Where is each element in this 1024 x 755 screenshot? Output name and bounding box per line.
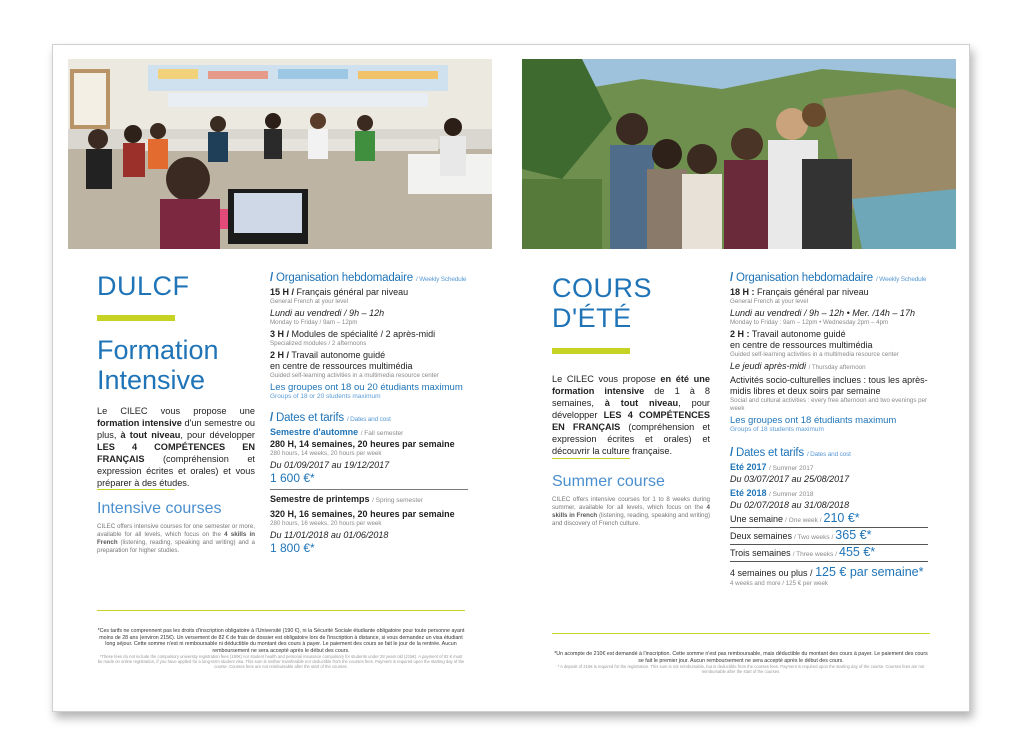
english-title: Summer course — [552, 473, 665, 490]
program-title: COURS — [552, 273, 653, 303]
page-left — [53, 45, 512, 712]
group-size: Les groupes ont 18 étudiants maximum — [730, 415, 897, 426]
footnote-left: *Ces tarifs ne comprennent pas les droits d'inscription obligatoire à l'Université (190 €), ni la Sécurité Sociale étudiante obligatoire pour toute personne ayant moins de 28 ans (environ 215€). Un versement de 82 € de frais de dossier est obligatoire lors de l'inscription à distance, si vous demandez un visa étudiant long séjour. Cette somme n'est ni remboursable ni déductible du montant des cours à payer. Le paiement des cours se fait le jour de la rentrée. Aucun remboursement ne sera accepté après le début des cours. *These fees do not include the compulsory university registration fees (190€) nor student health and personal insurance compulsory for students under 28 years old (215€). A payment of 82 € must be made on online registration, if you have applied for a long-term student visa. This sum is neither transferable nor deductible from the courses fees. Payment is required upon the starting day of the course. Courses fees are not reimbursable after the start of the courses. — [97, 628, 465, 670]
classroom-photo — [68, 59, 492, 249]
lime-divider — [552, 348, 630, 354]
lime-divider — [97, 315, 175, 321]
dates-heading: / Dates et tarifs / Dates and cost — [270, 412, 391, 424]
program-subtitle-2: Intensive — [97, 365, 206, 395]
group-size: Les groupes ont 18 ou 20 étudiants maximum — [270, 382, 463, 393]
brochure-spread — [52, 44, 970, 712]
students-photo — [522, 59, 956, 249]
schedule-column: / Organisation hebdomadaire / Weekly Schedule 15 H / Français général par niveau General French at your level Lundi au vendredi / 9h – 12h Monday to Friday / 9am – 12pm 3 H / Modules de spécialité / 2 après-midi Specialized modules / 2 afternoons 2 H / Travail autonome guidé en centre de ressources multimédia Guided self-learning activities in a multimedia resource center Les groupes ont 18 ou 20 étudiants maximum Groups of 18 or 20 students maximum / Dates et tarifs / Dates and cost Semestre d'automne / Fall semester 280 H, 14 semaines, 20 heures par semaine 280 hours, 14 weeks, 20 hours per week Du 01/09/2017 au 19/12/2017 1 600 €* Semestre de printemps / Spring semester 320 H, 16 semaines, 20 heures par semaine 280 hours, 16 weeks, 20 hours per week Du 11/01/2018 au 01/06/2018 1 800 €* — [270, 272, 467, 555]
intro-paragraph: Le CILEC vous propose une formation intensive d'un semestre ou plus, à tout niveau, pour développer LES 4 COMPÉTENCES EN FRANÇAIS (compréhension et expression écrites et orales) et vous préparer à des études. — [97, 406, 255, 488]
thin-divider — [552, 458, 630, 459]
program-title-2: D'ÉTÉ — [552, 303, 632, 333]
english-description: CILEC offers intensive courses for 1 to 8 weeks during summer, available for all levels, which focus on the 4 skills in French (listening, reading, speaking and writing) and discovery of French culture. — [552, 496, 711, 527]
page-right — [512, 45, 970, 712]
dates-heading: / Dates et tarifs / Dates and cost — [730, 447, 851, 459]
english-title: Intensive courses — [97, 500, 222, 517]
program-subtitle-1: Formation — [97, 335, 219, 365]
price-row-two-weeks: Deux semaines / Two weeks / 365 €* — [730, 528, 928, 545]
footer-rule — [97, 610, 465, 611]
footer-rule — [552, 633, 930, 634]
schedule-heading: / Organisation hebdomadaire / Weekly Schedule — [730, 272, 927, 284]
price-row-three-weeks: Trois semaines / Three weeks / 455 €* — [730, 545, 928, 562]
price-row-one-week: Une semaine / One week / 210 €* — [730, 511, 928, 528]
intro-paragraph: Le CILEC vous propose en été une formation intensive de 1 à 8 semaines, à tout niveau, pour développer LES 4 COMPÉTENCES EN FRANÇAIS (compréhension et expression écrites et orales) et découvrir la culture française. — [552, 374, 711, 456]
spring-price: 1 800 €* — [270, 541, 315, 555]
schedule-heading: / Organisation hebdomadaire / Weekly Schedule — [270, 272, 467, 284]
price-row-four-weeks: 4 semaines ou plus / 125 € par semaine* — [730, 565, 924, 579]
program-title: DULCF — [97, 271, 190, 301]
footnote-right: *Un acompte de 210€ est demandé à l'inscription. Cette somme n'est pas remboursable, mais déductible du montant des cours à payer. Le paiement des cours se fait le premier jour. Aucun remboursement ne sera accepté après le début des cours. * A deposit of 210€ is required for the registration. This sum is not reimbursable, but is deductible from the courses fees. Payment is required upon the starting day of the course. Courses fees are not reimbursable after the start of the courses. — [554, 651, 928, 675]
fall-price: 1 600 €* — [270, 471, 315, 485]
thin-divider — [97, 489, 175, 490]
schedule-column: / Organisation hebdomadaire / Weekly Schedule 18 H : Français général par niveau General French at your level Lundi au vendredi / 9h – 12h • Mer. /14h – 17h Monday to Friday : 9am – 12pm • Wednesday 2pm – 4pm 2 H : Travail autonome guidé en centre de ressources multimédia Guided self-learning activities in a multimedia resource center Le jeudi après-midi / Thursday afternoon Activités socio-culturelles inclues : tous les après-midis libres et deux soirs par semaine Social and cultural activities : every free afternoon and two evenings per week Les groupes ont 18 étudiants maximum Groups of 18 students maximum / Dates et tarifs / Dates and cost Eté 2017 / Summer 2017 Du 03/07/2017 au 25/08/2017 Eté 2018 / Summer 2018 Du 02/07/2018 au 31/08/2018 Une semaine / One week / 210 €* Deux semaines / Two weeks / 365 €* Trois semaines / Three weeks / 455 €* 4 semaines ou plus / 125 € par semaine* 4 weeks and more / 125 € per week — [730, 273, 930, 590]
english-description: CILEC offers intensive courses for one semester or more, available for all levels, which focus on the 4 skills in French (listening, reading, speaking and writing) and a preparation for higher studies. — [97, 523, 255, 554]
